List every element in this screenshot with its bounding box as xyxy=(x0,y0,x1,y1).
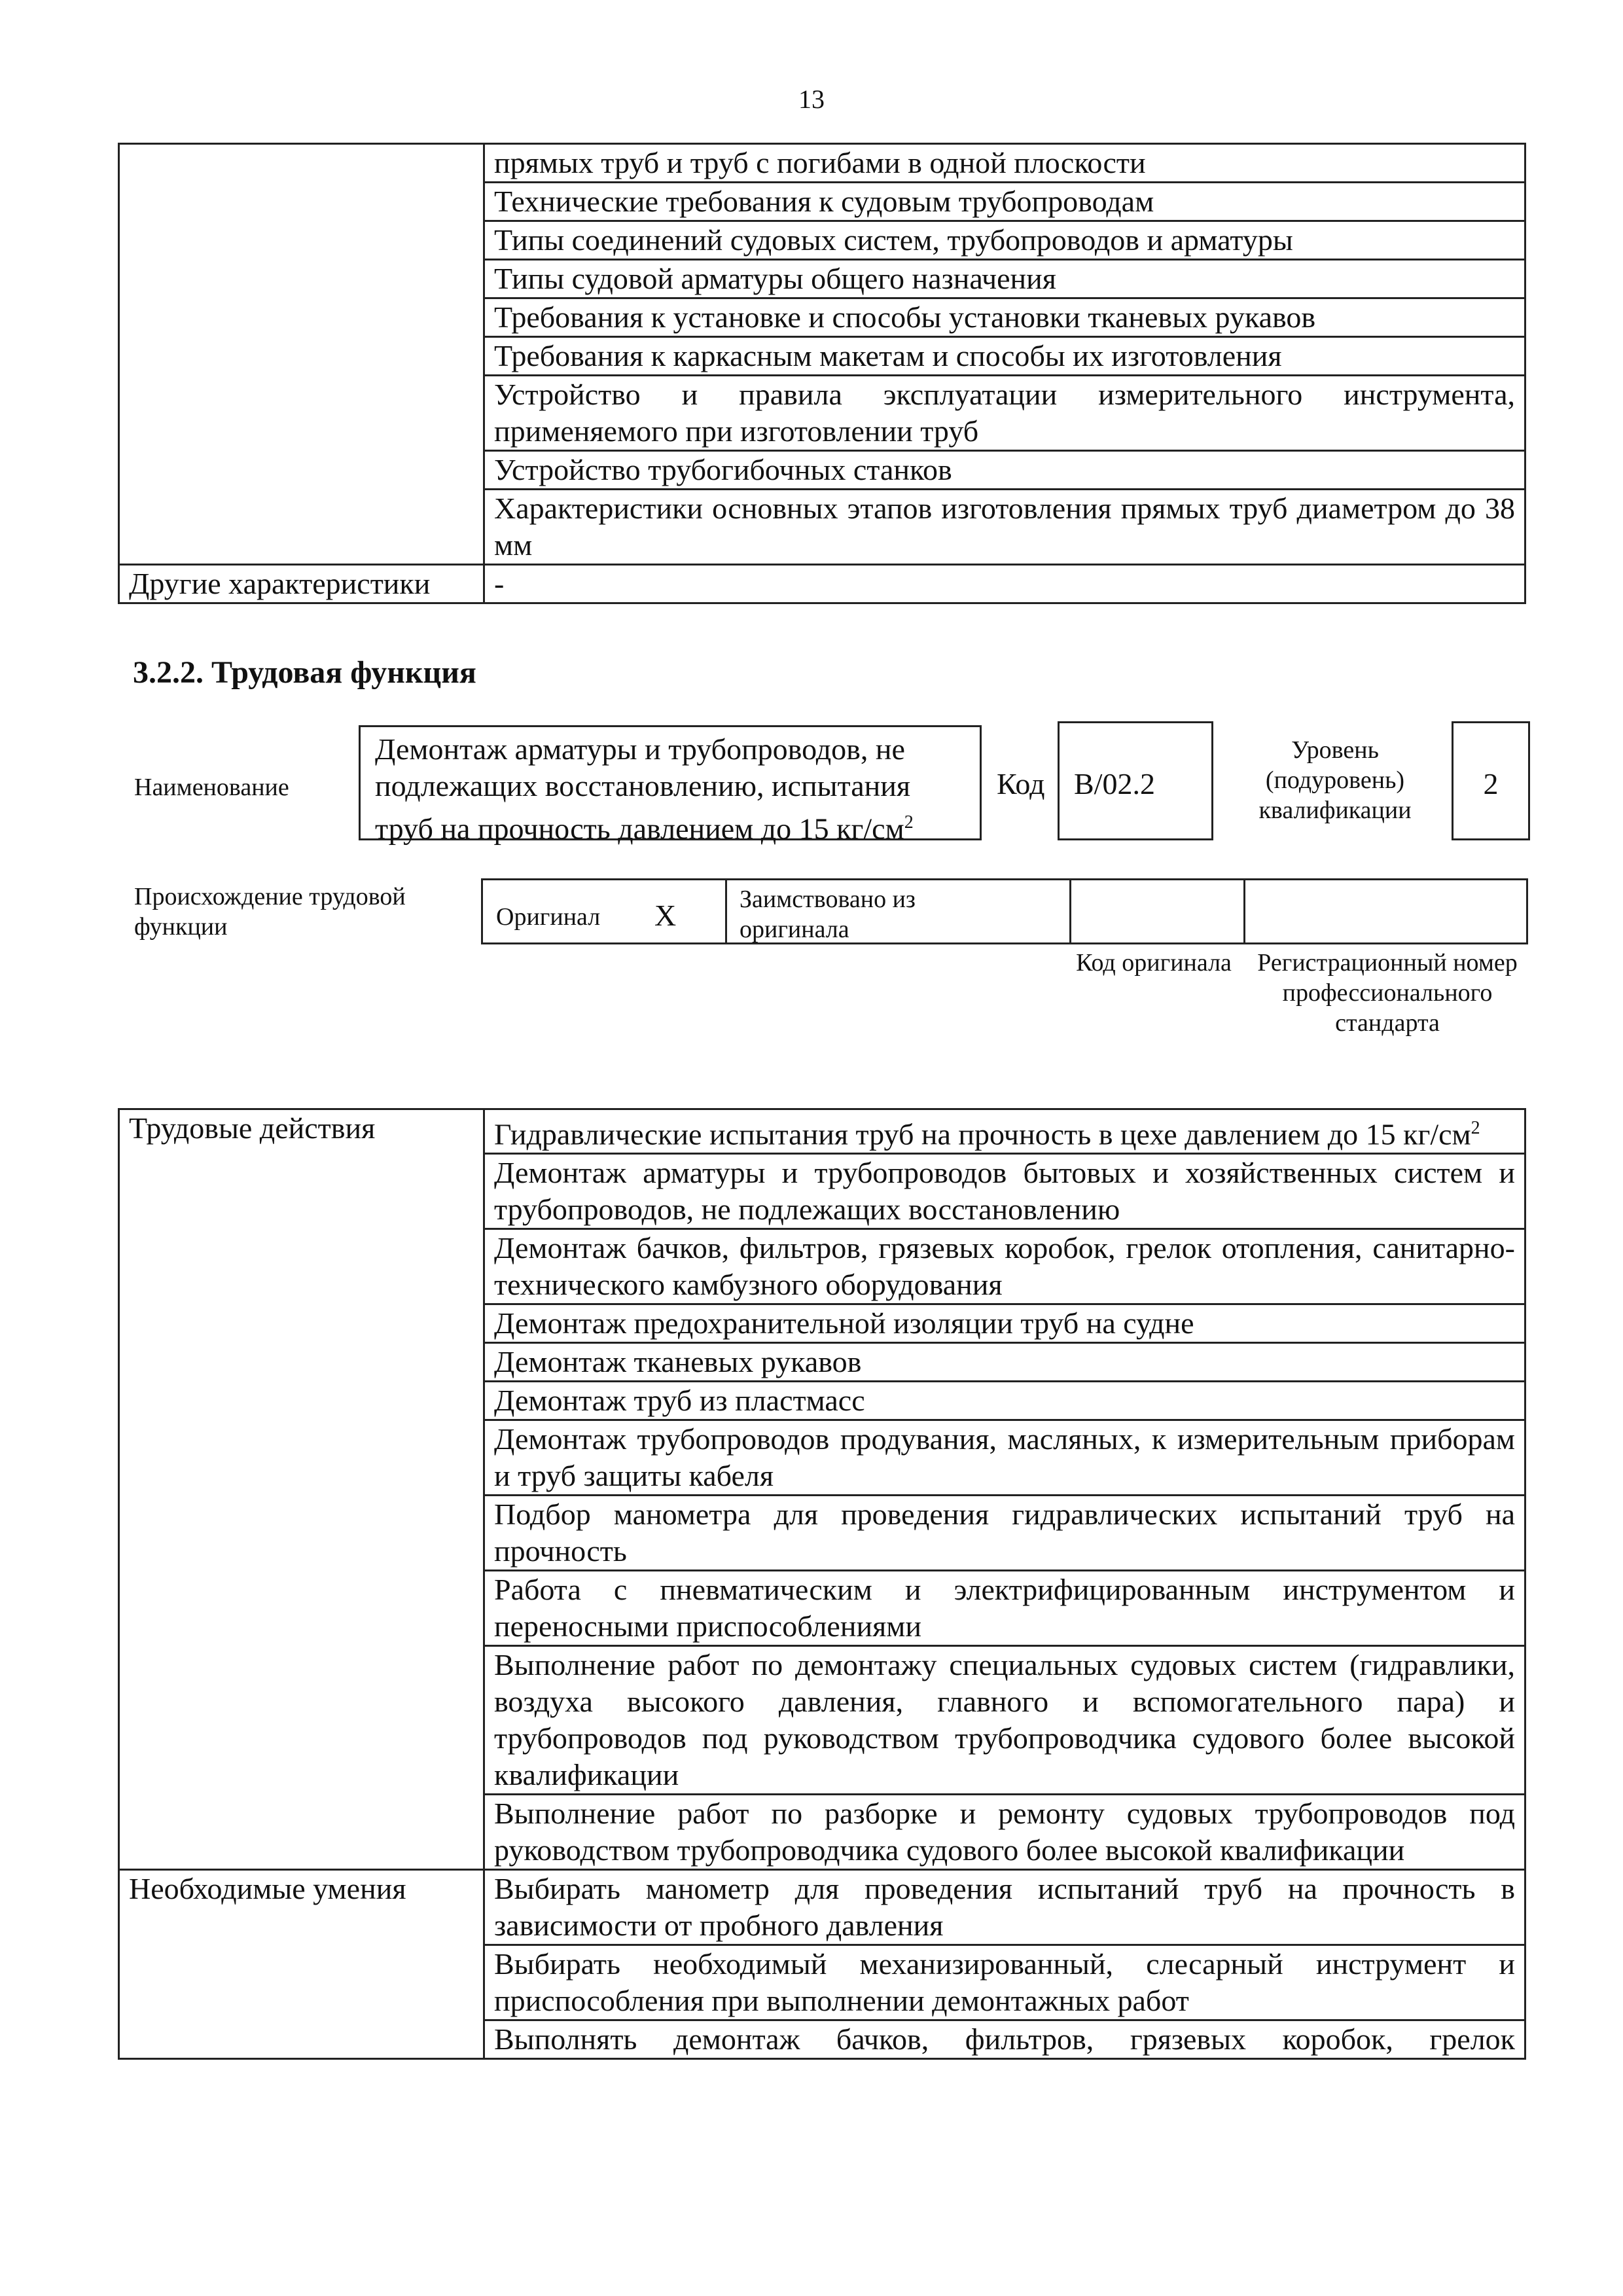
page-number: 13 xyxy=(798,84,825,114)
section-title: 3.2.2. Трудовая функция xyxy=(133,655,476,690)
labor-action: Демонтаж предохранительной изоляции труб на судне xyxy=(484,1304,1525,1343)
knowledge-item: Требования к установке и способы установки тканевых рукавов xyxy=(484,298,1525,337)
code-box xyxy=(1058,721,1213,840)
labor-action: Демонтаж арматуры и трубопроводов бытовых и хозяйственных систем и трубопроводов, не подлежащих восстановлению xyxy=(484,1154,1525,1229)
labor-actions-label: Трудовые действия xyxy=(119,1109,484,1870)
qualification-level-value: 2 xyxy=(1483,767,1499,800)
labor-action: Выполнение работ по разборке и ремонту судовых трубопроводов под руководством трубопроводчика судового более высокой квалификации xyxy=(484,1795,1525,1870)
labor-action-sup: 2 xyxy=(1471,1118,1480,1138)
knowledge-table xyxy=(118,143,1526,604)
labor-action-text: Гидравлические испытания труб на прочность в цехе давлением до 15 кг/см xyxy=(494,1117,1471,1151)
knowledge-item: Типы соединений судовых систем, трубопроводов и арматуры xyxy=(484,221,1525,260)
labor-action: Демонтаж труб из пластмасс xyxy=(484,1382,1525,1420)
original-label: Оригинал xyxy=(496,903,601,931)
registration-number-caption: Регистрационный номер профессионального стандарта xyxy=(1257,949,1518,1037)
function-name-sup: 2 xyxy=(904,812,914,833)
other-characteristics-value: - xyxy=(484,565,1525,603)
divider xyxy=(725,880,727,942)
function-name-text: Демонтаж арматуры и трубопроводов, не подлежащих восстановлению, испытания труб на прочность давлением до 15 кг/см xyxy=(375,732,911,846)
knowledge-item: Технические требования к судовым трубопроводам xyxy=(484,183,1525,221)
labor-action: Демонтаж бачков, фильтров, грязевых коробок, грелок отопления, санитарно-технического камбузного оборудования xyxy=(484,1229,1525,1304)
code-label: Код xyxy=(997,767,1045,800)
knowledge-item: Устройство трубогибочных станков xyxy=(484,451,1525,490)
table-row xyxy=(119,144,1525,183)
skill-item: Выбирать необходимый механизированный, слесарный инструмент и приспособления при выполнении демонтажных работ xyxy=(484,1945,1525,2020)
labor-action: Подбор манометра для проведения гидравлических испытаний труб на прочность xyxy=(484,1496,1525,1571)
labor-function-table xyxy=(118,1108,1526,2060)
knowledge-item: Требования к каркасным макетам и способы их изготовления xyxy=(484,337,1525,376)
skill-item: Выполнять демонтаж бачков, фильтров, грязевых коробок, грелок xyxy=(484,2020,1525,2059)
knowledge-item: Характеристики основных этапов изготовления прямых труб диаметром до 38 мм xyxy=(484,490,1525,565)
labor-action: Работа с пневматическим и электрифицированным инструментом и переносными приспособлениями xyxy=(484,1571,1525,1646)
labor-action: Демонтаж трубопроводов продувания, масляных, к измерительным приборам и труб защиты кабеля xyxy=(484,1420,1525,1496)
borrowed-label: Заимствовано из оригинала xyxy=(740,886,916,943)
table-row xyxy=(119,565,1525,603)
other-characteristics-label: Другие характеристики xyxy=(119,565,484,603)
divider xyxy=(1243,880,1245,942)
function-name-box xyxy=(359,725,982,846)
skill-item: Выбирать манометр для проведения испытаний труб на прочность в зависимости от пробного давления xyxy=(484,1870,1525,1945)
required-skills-label: Необходимые умения xyxy=(119,1870,484,2059)
table-cell-empty xyxy=(119,144,484,565)
code-value: B/02.2 xyxy=(1074,767,1155,800)
name-label: Наименование xyxy=(134,774,289,801)
labor-action: Демонтаж тканевых рукавов xyxy=(484,1343,1525,1382)
table-row xyxy=(119,1870,1525,1945)
labor-action: Выполнение работ по демонтажу специальных судовых систем (гидравлики, воздуха высокого давления, главного и вспомогательного пара) и трубопроводов под руководством трубопроводчика судового более высокой квалификации xyxy=(484,1646,1525,1795)
origin-label: Происхождение трудовой функции xyxy=(134,883,406,941)
knowledge-item: Типы судовой арматуры общего назначения xyxy=(484,260,1525,298)
knowledge-item: Устройство и правила эксплуатации измерительного инструмента, применяемого при изготовлении труб xyxy=(484,376,1525,451)
original-mark: X xyxy=(654,899,677,932)
code-original-caption: Код оригинала xyxy=(1076,949,1232,977)
knowledge-item: прямых труб и труб с погибами в одной плоскости xyxy=(484,144,1525,183)
labor-action xyxy=(484,1109,1525,1154)
divider xyxy=(1069,880,1071,942)
qualification-level-label: Уровень (подуровень) квалификации xyxy=(1258,736,1412,824)
origin-box xyxy=(481,878,1528,944)
qualification-level-box xyxy=(1452,721,1530,840)
table-row xyxy=(119,1109,1525,1154)
